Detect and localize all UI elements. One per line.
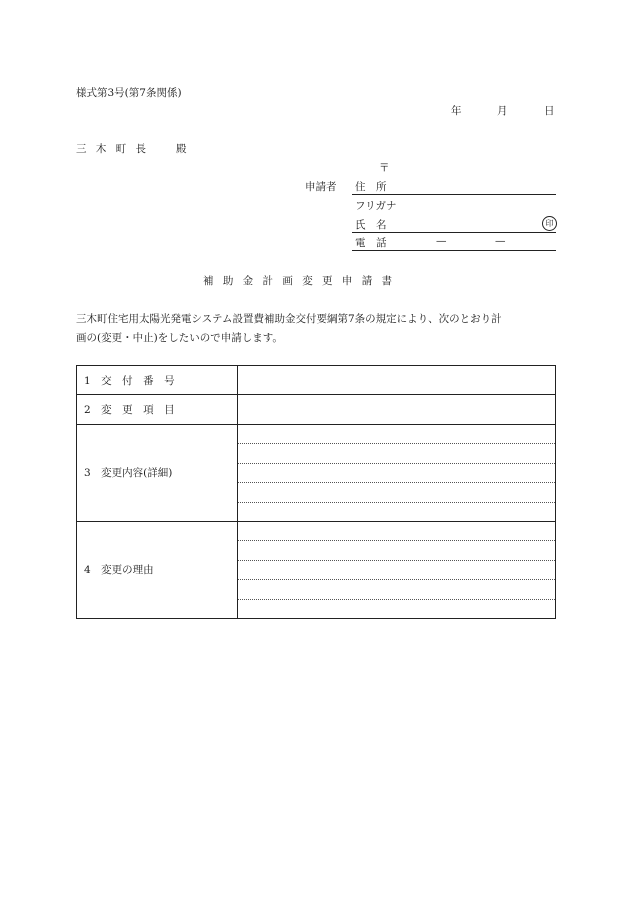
phone-underline (352, 250, 556, 251)
row-label-grant-number: 1 交 付 番 号 (77, 366, 238, 395)
date-day: 日 (544, 105, 555, 117)
date-month: 月 (497, 105, 508, 117)
change-reason-field[interactable] (238, 521, 556, 618)
body-text-line-2: 画の(変更・中止)をしたいので申請します。 (76, 332, 283, 344)
furigana-label: フリガナ (355, 200, 397, 212)
address-label: 住 所 (355, 181, 387, 193)
name-underline (352, 232, 556, 233)
name-label: 氏 名 (355, 219, 387, 231)
seal-icon: 印 (542, 216, 557, 231)
change-item-field[interactable] (238, 395, 556, 425)
date-year: 年 (451, 105, 462, 117)
row-label-change-details: 3 変更内容(詳細) (77, 425, 238, 522)
body-text-line-1: 三木町住宅用太陽光発電システム設置費補助金交付要綱第7条の規定により、次のとおり計 (76, 313, 502, 325)
document-title: 補 助 金 計 画 変 更 申 請 書 (203, 275, 396, 287)
row-label-change-reason: 4 変更の理由 (77, 521, 238, 618)
phone-dash-1: — (436, 235, 447, 247)
address-underline (352, 194, 556, 195)
postal-mark: 〒 (379, 162, 390, 174)
change-details-field[interactable] (238, 425, 556, 522)
applicant-label: 申請者 (305, 181, 337, 193)
application-table (76, 365, 556, 619)
phone-label: 電 話 (355, 237, 387, 249)
phone-dash-2: — (495, 235, 506, 247)
form-number: 様式第3号(第7条関係) (76, 87, 182, 99)
row-label-change-item: 2 変 更 項 目 (77, 395, 238, 425)
grant-number-field[interactable] (238, 366, 556, 395)
addressee: 三 木 町 長 殿 (76, 143, 190, 155)
